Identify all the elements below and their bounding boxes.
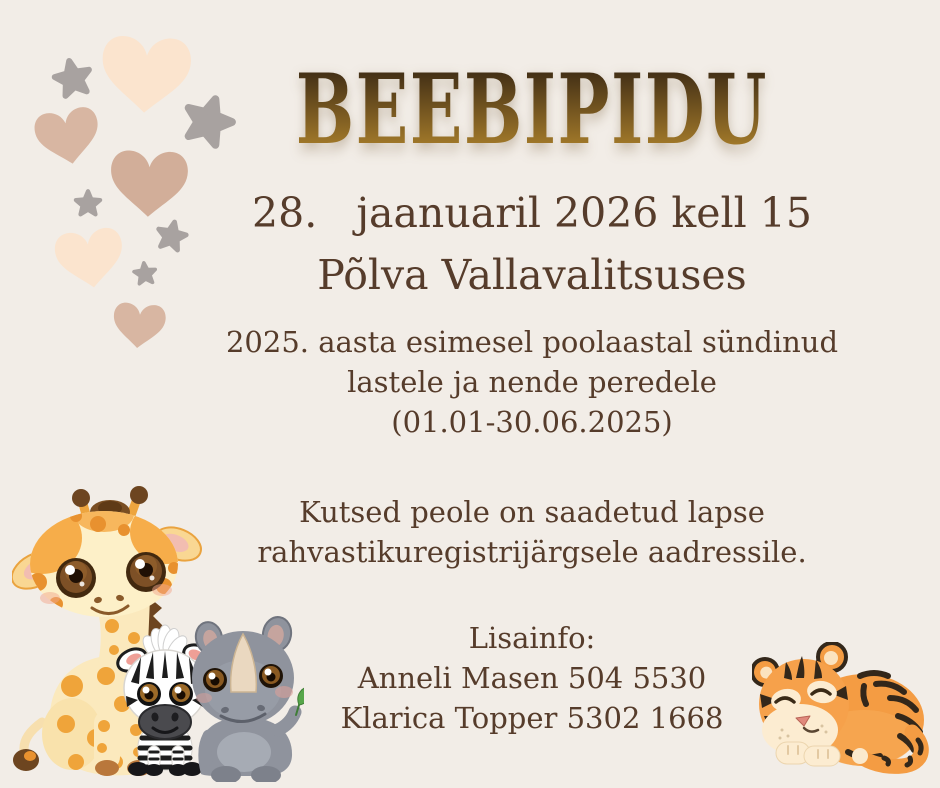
star-icon [46,52,101,107]
savanna-animals-illustration [12,486,304,782]
rhino-illustration [192,615,304,782]
tiger-illustration [752,642,932,774]
star-icon [72,188,104,220]
audience-line: 2025. aasta esimesel poolaastal sündinud [225,325,839,359]
contact-person: Anneli Masen 504 5530 [357,661,707,695]
invitation-line: Kutsed peole on saadetud lapse [299,495,765,529]
page-title [114,53,940,166]
contact-label: Lisainfo: [468,621,596,655]
event-location-line: Põlva Vallavalitsuses [317,251,747,299]
contact-person: Klarica Topper 5302 1668 [340,701,724,735]
audience-line: lastele ja nende peredele [347,365,717,399]
event-datetime [114,182,940,306]
event-date-line: 28. jaanuaril 2026 kell 15 [252,189,812,237]
audience-date-range: (01.01-30.06.2025) [391,405,673,439]
heart-icon [30,101,106,174]
invitation-line: rahvastikuregistrijärgsele aadressile. [257,535,807,569]
audience-paragraph [114,322,940,442]
title-text: BEEBIPIDU [295,53,769,166]
